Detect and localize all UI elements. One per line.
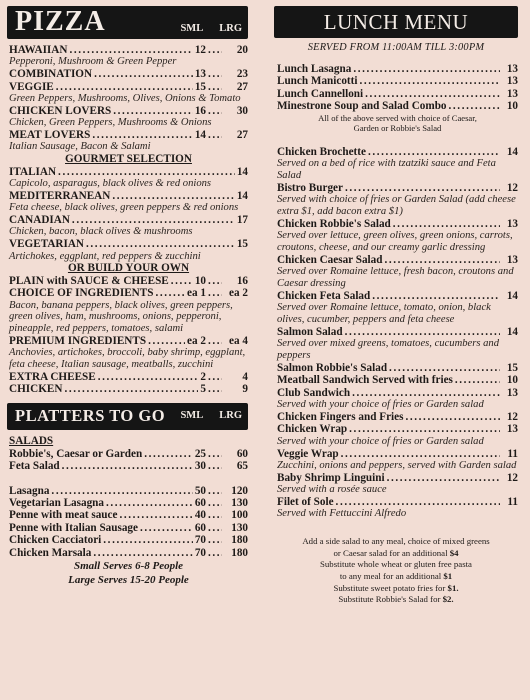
- menu-item-name: ITALIAN: [9, 165, 57, 178]
- menu-item-name: Vegetarian Lasagna: [9, 497, 104, 510]
- dot-leader: [208, 497, 222, 509]
- menu-item-price-small: 16: [194, 104, 206, 117]
- menu-item-name: Penne with meat sauce: [9, 509, 118, 522]
- footer-line-4-text: to any meal for an additional: [339, 571, 442, 582]
- dot-leader: [372, 290, 500, 302]
- dot-leader: [93, 547, 192, 559]
- spacer: [277, 133, 518, 146]
- menu-item-price-large: 100: [231, 509, 248, 522]
- menu-item-name: PREMIUM INGREDIENTS: [9, 335, 147, 348]
- menu-item-name: Chicken Wrap: [277, 423, 348, 436]
- menu-item: [9, 238, 248, 250]
- menu-item-price: 13: [506, 386, 518, 399]
- menu-item-name: Chicken Brochette: [277, 146, 366, 159]
- menu-item-description: Capicolo, asparagus, black olives & red onions: [9, 178, 212, 190]
- dot-leader: [58, 166, 235, 178]
- pizza-header: [7, 6, 248, 39]
- dot-leader: [208, 448, 222, 460]
- pizza-size-large-label: LRG: [219, 23, 242, 34]
- menu-item-name: HAWAIIAN: [9, 44, 68, 56]
- menu-item-name: Salmon Robbie's Salad: [277, 362, 388, 375]
- dot-leader: [208, 68, 222, 80]
- menu-item-price: 14: [236, 189, 248, 202]
- salads-heading: SALADS: [9, 434, 54, 447]
- footer-line-2-price: $4: [449, 547, 459, 558]
- dot-leader: [387, 472, 500, 484]
- dot-leader: [208, 534, 222, 546]
- dot-leader: [208, 509, 222, 521]
- dot-leader: [208, 105, 222, 117]
- menu-item-name: CHICKEN: [9, 383, 63, 396]
- dot-leader: [455, 374, 500, 386]
- menu-item: [9, 547, 248, 559]
- dot-leader: [208, 44, 222, 56]
- menu-item: [9, 509, 248, 521]
- menu-item-name: Minestrone Soup and Salad Combo: [277, 100, 447, 113]
- dot-leader: [140, 522, 193, 534]
- dot-leader: [92, 129, 192, 141]
- dot-leader: [106, 497, 193, 509]
- menu-item-price-small: 60: [194, 521, 206, 534]
- dot-leader: [405, 411, 500, 423]
- menu-item-price-small: 60: [194, 497, 206, 510]
- dot-leader: [112, 190, 234, 202]
- menu-item: [9, 287, 248, 299]
- footer-line-5-price: $1.: [447, 582, 459, 593]
- menu-item-description: Served with a rosée sauce: [277, 484, 387, 496]
- dot-leader: [208, 81, 222, 93]
- menu-item-price: 14: [506, 290, 518, 303]
- menu-item-price: 13: [506, 63, 518, 75]
- menu-item-price-small: 13: [194, 68, 206, 81]
- dot-leader: [352, 387, 500, 399]
- footer-line-1: Add a side salad to any meal, choice of mixed greens: [302, 536, 490, 547]
- menu-item: [277, 254, 518, 266]
- menu-item-name: COMBINATION: [9, 68, 93, 81]
- menu-item-name: Lunch Lasagna: [277, 63, 352, 75]
- platters-size-small-label: SML: [180, 409, 204, 421]
- small-serves-note: Small Serves 6-8 People: [73, 560, 184, 573]
- menu-item-price-small: 15: [194, 80, 206, 93]
- menu-item-price-small: 70: [194, 534, 206, 547]
- menu-item-price-large: 16: [236, 274, 248, 287]
- menu-item-name: MEAT LOVERS: [9, 129, 91, 142]
- menu-item-name: Bistro Burger: [277, 182, 343, 195]
- menu-item-description: Anchovies, artichokes, broccoli, baby shrimp, eggplant, feta cheese, Italian sausage, meatballs, zucchini: [9, 347, 246, 371]
- lunch-list: [274, 63, 518, 520]
- menu-item: [277, 88, 518, 100]
- dot-leader: [208, 522, 222, 534]
- menu-item-price-large: ea 4: [229, 335, 248, 348]
- dot-leader: [56, 81, 193, 93]
- spacer: [9, 473, 248, 485]
- menu-item-price-large: 9: [242, 383, 248, 396]
- menu-item-price-large: 130: [231, 497, 248, 510]
- menu-item-name: Chicken Feta Salad: [277, 290, 371, 303]
- menu-item-description: Served over mixed greens, tomatoes, cucumbers and peppers: [277, 338, 500, 362]
- dot-leader: [113, 105, 193, 117]
- right-column: [274, 6, 518, 606]
- lunch-pasta-items: [277, 63, 518, 113]
- footer-line-5: [274, 583, 518, 595]
- menu-item-price-small: 30: [194, 460, 206, 473]
- menu-item: [277, 75, 518, 87]
- dot-leader: [208, 383, 222, 395]
- menu-item-name: Feta Salad: [9, 460, 60, 473]
- menu-item: [9, 68, 248, 80]
- menu-item-description: Served on a bed of rice with tzatziki sauce and Feta Salad: [277, 158, 496, 182]
- menu-item-price-large: 130: [231, 521, 248, 534]
- menu-item-price: 15: [236, 238, 248, 251]
- menu-item-description: Served over lettuce, green olives, green onions, carrots, croutons, cheese, and our creamy garlic dressing: [277, 230, 513, 254]
- menu-item-name: Lasagna: [9, 484, 50, 497]
- menu-item-name: EXTRA CHEESE: [9, 371, 96, 384]
- lunch-top-note-1: All of the above served with choice of Caesar,: [318, 112, 477, 123]
- lunch-header: [274, 6, 518, 38]
- dot-leader: [336, 496, 500, 508]
- dot-leader: [208, 335, 222, 347]
- large-serves-note: Large Serves 15-20 People: [68, 574, 189, 587]
- menu-item-price: 11: [507, 496, 518, 509]
- menu-item-name: Chicken Caesar Salad: [277, 254, 383, 267]
- menu-item-price: 17: [236, 214, 248, 227]
- dot-leader: [64, 383, 198, 395]
- left-column: [7, 6, 248, 587]
- lunch-main-items: [277, 146, 518, 520]
- menu-item: [277, 63, 518, 75]
- menu-item-price-large: 65: [236, 460, 248, 473]
- menu-item: [277, 182, 518, 194]
- dot-leader: [69, 44, 192, 56]
- menu-item-description: Green Peppers, Mushrooms, Olives, Onions & Tomato: [9, 93, 241, 105]
- menu-item-name: Veggie Wrap: [277, 447, 339, 460]
- menu-item: [9, 522, 248, 534]
- platters-size-labels: [180, 410, 242, 423]
- menu-item-description: Served with your choice of fries or Garden salad: [277, 435, 484, 447]
- footer-line-4-price: $1: [443, 571, 453, 582]
- dot-leader: [345, 326, 500, 338]
- menu-item-price-large: 30: [236, 104, 248, 117]
- menu-item-price-large: 60: [236, 447, 248, 460]
- menu-item: [9, 275, 248, 287]
- dot-leader: [208, 485, 222, 497]
- menu-item-name: Chicken Cacciatori: [9, 534, 102, 547]
- lunch-served-hours: SERVED FROM 11:00AM TILL 3:00PM: [307, 42, 485, 53]
- menu-item: [9, 448, 248, 460]
- pizza-build-items: [9, 275, 248, 396]
- dot-leader: [148, 335, 185, 347]
- menu-item: [9, 371, 248, 383]
- platters-title: PLATTERS TO GO: [15, 406, 166, 426]
- footer-line-6-text: Substitute Robbie's Salad for: [338, 594, 441, 605]
- lunch-top-note-2: Garden or Robbie's Salad: [353, 122, 442, 133]
- menu-item-price: 10: [506, 374, 518, 387]
- menu-item: [9, 460, 248, 472]
- dot-leader: [353, 63, 500, 75]
- menu-item-name: VEGGIE: [9, 80, 54, 93]
- footer-line-4: [274, 571, 518, 583]
- menu-item-price-small: 5: [200, 383, 206, 396]
- menu-item-name: Club Sandwich: [277, 386, 351, 399]
- menu-item: [277, 218, 518, 230]
- dot-leader: [103, 534, 193, 546]
- dot-leader: [51, 485, 192, 497]
- menu-item-price-large: 27: [236, 80, 248, 93]
- dot-leader: [208, 460, 222, 472]
- menu-item-name: PLAIN with SAUCE & CHEESE: [9, 274, 169, 287]
- menu-item-price-large: ea 2: [229, 287, 248, 300]
- dot-leader: [144, 448, 193, 460]
- menu-item: [9, 335, 248, 347]
- footer-line-3: Substitute whole wheat or gluten free pasta: [320, 559, 472, 570]
- menu-item-price: 15: [506, 362, 518, 375]
- dot-leader: [208, 129, 222, 141]
- menu-item: [277, 448, 518, 460]
- menu-item-price-small: 10: [194, 274, 206, 287]
- menu-item: [277, 387, 518, 399]
- dot-leader: [208, 275, 222, 287]
- platter-items: [9, 485, 248, 559]
- menu-item-description: Chicken, bacon, black olives & mushrooms: [9, 226, 193, 238]
- dot-leader: [349, 423, 500, 435]
- menu-item-price-small: 14: [194, 129, 206, 142]
- pizza-list: [7, 44, 248, 396]
- menu-item-name: Meatball Sandwich Served with fries: [277, 374, 453, 387]
- menu-item-description: Bacon, banana peppers, black olives, green peppers, green olives, ham, mushrooms, onions, pepperoni, pineapple, red peppers, tomatoes, salami: [9, 299, 233, 335]
- menu-item: [9, 166, 248, 178]
- platters-header: [7, 403, 248, 430]
- menu-item-name: VEGETARIAN: [9, 238, 85, 251]
- menu-item-price-large: 180: [231, 534, 248, 547]
- dot-leader: [119, 509, 192, 521]
- menu-item-description: Feta cheese, black olives, green peppers & red onions: [9, 202, 239, 214]
- menu-item-name: Filet of Sole: [277, 496, 334, 509]
- platter-salad-items: [9, 448, 248, 473]
- footer-line-6-price: $2.: [442, 594, 454, 605]
- menu-item-price: 13: [506, 75, 518, 88]
- menu-item-description: Served over Romaine lettuce, fresh bacon, croutons and Caesar dressing: [277, 266, 514, 290]
- menu-item-description: Served with Fettuccini Alfredo: [277, 508, 407, 520]
- menu-item-price: 14: [506, 326, 518, 339]
- pizza-classic-items: [9, 44, 248, 153]
- menu-item-description: Chicken, Green Peppers, Mushrooms & Onions: [9, 117, 212, 129]
- menu-item: [277, 100, 518, 112]
- pizza-size-labels: [180, 23, 242, 36]
- platters-list: [7, 435, 248, 587]
- menu-item-name: Penne with Italian Sausage: [9, 521, 138, 534]
- menu-item-name: Chicken Fingers and Fries: [277, 411, 404, 424]
- platters-size-large-label: LRG: [219, 409, 242, 421]
- menu-item-name: Baby Shrimp Linguini: [277, 471, 385, 484]
- footer-line-5-text: Substitute sweet potato fries for: [333, 582, 446, 593]
- dot-leader: [393, 218, 500, 230]
- menu-item: [277, 326, 518, 338]
- menu-item-price: 13: [506, 254, 518, 267]
- menu-item-price-small: 40: [194, 509, 206, 522]
- menu-item-name: Salmon Salad: [277, 326, 343, 339]
- menu-item: [9, 485, 248, 497]
- menu-item-price-small: ea 2: [187, 335, 206, 348]
- menu-item-description: Artichokes, eggplant, red peppers & zucchini: [9, 250, 201, 262]
- menu-item: [9, 497, 248, 509]
- menu-item: [9, 534, 248, 546]
- dot-leader: [72, 214, 235, 226]
- menu-item-price: 11: [507, 447, 518, 460]
- menu-item-price: 14: [236, 165, 248, 178]
- dot-leader: [449, 100, 500, 112]
- menu-item-price: 12: [506, 411, 518, 424]
- menu-item-description: Italian Sausage, Bacon & Salami: [9, 141, 151, 153]
- pizza-title: PIZZA: [15, 6, 106, 37]
- dot-leader: [384, 254, 500, 266]
- menu-item-price-small: 50: [194, 484, 206, 497]
- menu-item-price-large: 4: [242, 371, 248, 384]
- menu-item: [9, 81, 248, 93]
- menu-item-name: Robbie's, Caesar or Garden: [9, 447, 143, 460]
- pizza-size-small-label: SML: [180, 23, 204, 34]
- menu-item: [277, 472, 518, 484]
- dot-leader: [368, 146, 500, 158]
- dot-leader: [155, 287, 185, 299]
- menu-item-price: 13: [506, 87, 518, 100]
- dot-leader: [360, 75, 501, 87]
- menu-item-price: 13: [506, 423, 518, 436]
- dot-leader: [208, 287, 222, 299]
- lunch-title: LUNCH MENU: [323, 9, 469, 34]
- dot-leader: [86, 238, 235, 250]
- dot-leader: [94, 68, 193, 80]
- menu-item-name: Lunch Cannelloni: [277, 87, 364, 100]
- menu-item: [9, 44, 248, 56]
- menu-item-price-small: 2: [200, 371, 206, 384]
- menu-item-price: 13: [506, 218, 518, 231]
- menu-item-price-large: 23: [236, 68, 248, 81]
- lunch-footer-notes: [274, 536, 518, 606]
- footer-line-2: [274, 548, 518, 560]
- build-your-own-heading: OR BUILD YOUR OWN: [67, 262, 190, 275]
- footer-line-2-text: or Caesar salad for an additional: [333, 547, 448, 558]
- menu-item-name: Chicken Marsala: [9, 546, 92, 559]
- menu-item-price-large: 120: [231, 484, 248, 497]
- dot-leader: [341, 448, 500, 460]
- menu-item: [9, 383, 248, 395]
- menu-item-description: Zucchini, onions and peppers, served with Garden salad: [277, 460, 517, 472]
- dot-leader: [365, 88, 500, 100]
- menu-item-price-small: 70: [194, 546, 206, 559]
- menu-item: [277, 290, 518, 302]
- menu-item-price-large: 180: [231, 546, 248, 559]
- menu-item-description: Served over Romaine lettuce, tomato, onion, black olives, cucumber, peppers and feta cheese: [277, 302, 491, 326]
- menu-item-price-small: 12: [194, 44, 206, 56]
- menu-item-price-large: 27: [236, 129, 248, 142]
- menu-item-description: Served with your choice of fries or Garden salad: [277, 399, 484, 411]
- dot-leader: [171, 275, 193, 287]
- menu-item-description: Served with choice of fries or Garden Salad (add cheese extra $1, add bacon extra $1): [277, 194, 516, 218]
- menu-item-name: Chicken Robbie's Salad: [277, 218, 391, 231]
- menu-item: [9, 214, 248, 226]
- menu-item: [9, 190, 248, 202]
- menu-item-name: CANADIAN: [9, 214, 70, 227]
- menu-item: [277, 411, 518, 423]
- gourmet-selection-heading: GOURMET SELECTION: [65, 153, 192, 166]
- menu-item-price: 10: [506, 100, 518, 113]
- menu-item-price-small: 25: [194, 447, 206, 460]
- dot-leader: [208, 371, 222, 383]
- menu-item-price-large: 20: [236, 44, 248, 56]
- menu-item: [277, 362, 518, 374]
- menu-item: [277, 423, 518, 435]
- menu-item: [277, 496, 518, 508]
- menu-item-name: Lunch Manicotti: [277, 75, 358, 88]
- dot-leader: [62, 460, 193, 472]
- menu-item: [277, 374, 518, 386]
- menu-item-description: Pepperoni, Mushroom & Green Pepper: [9, 56, 177, 68]
- menu-item-price: 14: [506, 146, 518, 159]
- menu-item-price-small: ea 1: [187, 287, 206, 300]
- menu-item-price: 12: [506, 182, 518, 195]
- menu-item-price: 12: [506, 471, 518, 484]
- menu-item: [9, 105, 248, 117]
- menu-item: [9, 129, 248, 141]
- menu-item-name: MEDITERRANEAN: [9, 189, 111, 202]
- dot-leader: [208, 547, 222, 559]
- menu-item-name: CHICKEN LOVERS: [9, 104, 112, 117]
- pizza-gourmet-items: [9, 166, 248, 263]
- dot-leader: [389, 362, 500, 374]
- dot-leader: [98, 371, 199, 383]
- footer-line-6: [274, 594, 518, 606]
- dot-leader: [345, 182, 500, 194]
- menu-item-name: CHOICE OF INGREDIENTS: [9, 287, 154, 300]
- menu-item: [277, 146, 518, 158]
